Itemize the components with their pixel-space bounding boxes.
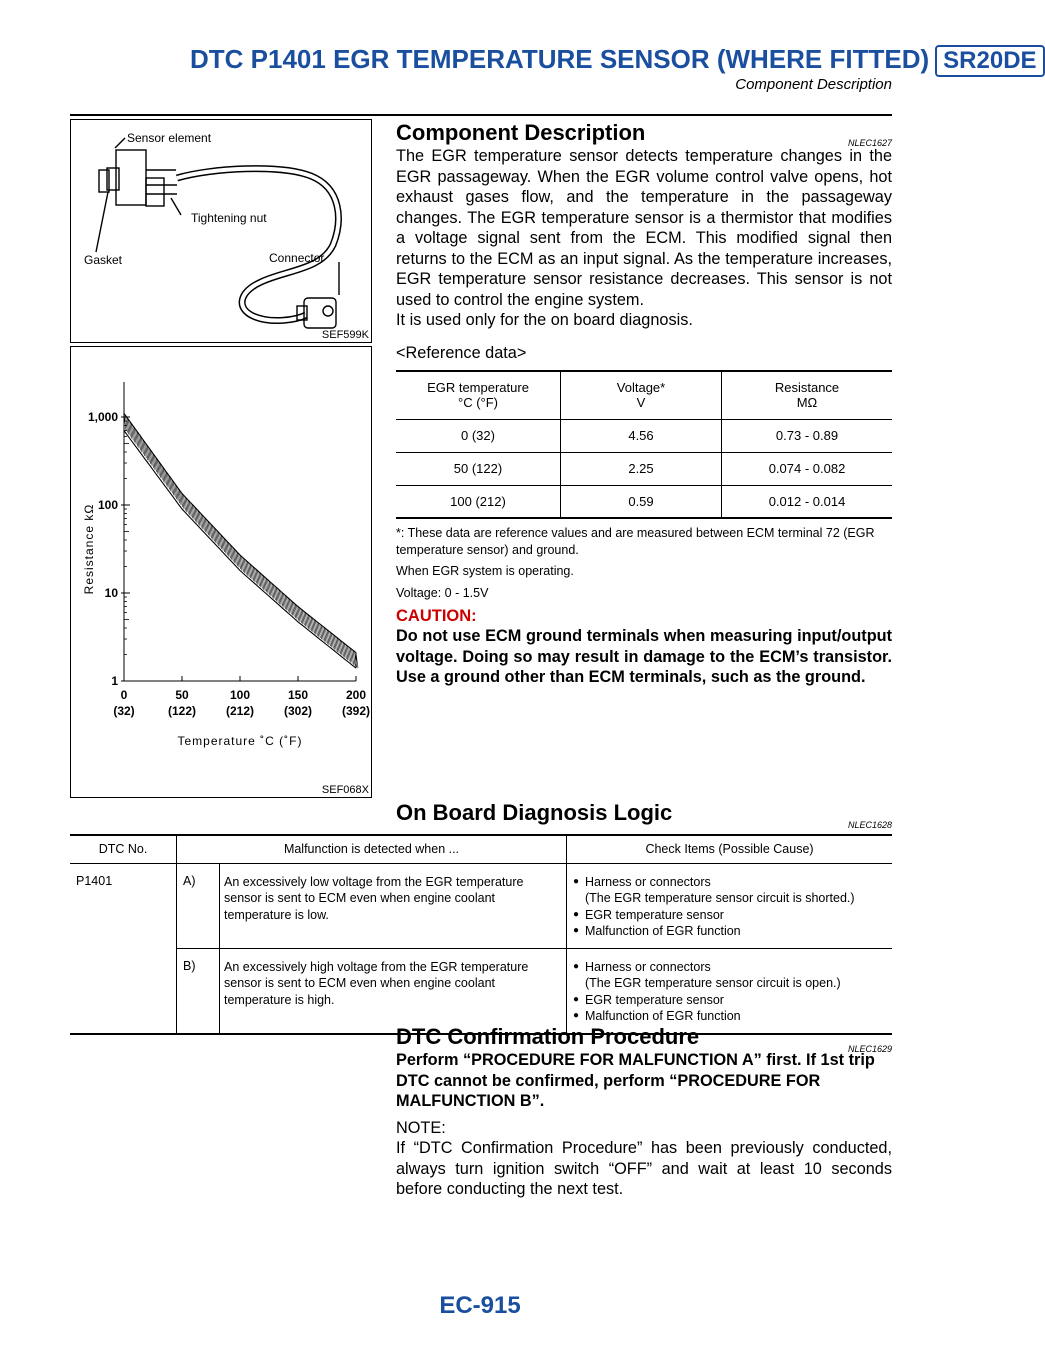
table-cell: 100 (212)	[450, 493, 506, 509]
list-item-detail: (The EGR temperature sensor circuit is shorted.)	[585, 891, 855, 905]
table-cell: 0 (32)	[461, 428, 495, 443]
figure-caption: SEF599K	[321, 329, 369, 341]
label-connector: Connector	[269, 251, 325, 265]
ref-header-text: Resistance	[774, 380, 840, 396]
table-row	[396, 485, 892, 518]
section-heading-dtc-confirmation: DTC Confirmation Procedure	[396, 1024, 700, 1049]
x-axis-title: Temperature ˚C (˚F)	[177, 734, 303, 748]
ref-header-unit: MΩ	[796, 395, 818, 411]
sensor-drawing	[71, 120, 371, 342]
section-code: NLEC1629	[847, 1044, 892, 1054]
component-paragraph: The EGR temperature sensor detects temperature changes in the EGR passageway. When the EGR volume control valve opens, hot exhaust gases flow, and the temperature in the passageway changes. The EGR temperature sensor is a thermistor that modifies a voltage signal sent from the ECM. This modified signal then returns to the ECM as an input signal. As the temperature increases, EGR temperature sensor resistance decreases. This sensor is not used to control the engine system.	[396, 147, 892, 309]
table-cell: 0.012 - 0.014	[722, 485, 893, 518]
section-code: NLEC1628	[847, 820, 892, 830]
x-tick-label: 150	[287, 688, 309, 702]
ref-header-text: EGR temperature	[427, 380, 529, 396]
y-tick-label: 1,000	[87, 410, 118, 424]
ref-header-unit: °C (°F)	[458, 395, 498, 411]
table-row	[396, 419, 892, 452]
obd-check-items	[567, 948, 893, 1034]
ref-header-unit: V	[636, 395, 646, 411]
engine-badge: SR20DE	[935, 45, 1044, 77]
list-item: ● EGR temperature sensor	[573, 992, 886, 1009]
header-rule	[70, 114, 892, 116]
component-description-text	[396, 146, 892, 331]
component-paragraph-2: It is used only for the on board diagnosis.	[396, 311, 693, 329]
table-cell: 0.074 - 0.082	[722, 452, 893, 485]
table-cell: 2.25	[561, 452, 722, 485]
ref-header-resistance	[722, 371, 893, 419]
table-row	[396, 452, 892, 485]
x-tick-label-secondary: (302)	[283, 704, 313, 718]
ref-header-temp	[396, 371, 561, 419]
resistance-chart-figure	[70, 346, 372, 798]
list-item: ● Malfunction of EGR function	[573, 1008, 886, 1025]
obd-row-id: A)	[177, 863, 220, 948]
table-cell: 50 (122)	[453, 461, 503, 476]
reference-title: <Reference data>	[396, 344, 527, 362]
obd-check-items	[567, 863, 893, 948]
figure-caption: SEF068X	[321, 784, 369, 796]
obd-row-id: B)	[177, 948, 220, 1034]
obd-malfunction-text: An excessively high voltage from the EGR temperature sensor is sent to ECM even when engine coolant temperature is high.	[220, 948, 567, 1034]
obd-header-check: Check Items (Possible Cause)	[567, 835, 893, 863]
caution-text: Do not use ECM ground terminals when measuring input/output voltage. Doing so may result in damage to the ECM’s transistor. Use a ground other than ECM terminals, such as the ground.	[396, 627, 892, 686]
page-number: EC-915	[439, 1292, 521, 1319]
note-label: NOTE:	[396, 1118, 446, 1137]
note-text: If “DTC Confirmation Procedure” has been previously conducted, always turn ignition switch “OFF” and wait at least 10 seconds before conducting the next test.	[396, 1139, 892, 1198]
label-sensor-element: Sensor element	[127, 131, 212, 145]
list-item: ● EGR temperature sensor	[573, 907, 886, 924]
page-header-subtitle: Component Description	[735, 76, 892, 93]
y-tick-label: 100	[97, 498, 118, 512]
reference-note: *: These data are reference values and are measured between ECM terminal 72 (EGR temperature sensor) and ground.	[396, 526, 875, 557]
list-item: ● Harness or connectors	[573, 959, 886, 976]
band-upper-line	[124, 413, 356, 652]
reference-note: Voltage: 0 - 1.5V	[396, 585, 489, 600]
x-tick-label: 200	[345, 688, 367, 702]
table-cell: 4.56	[561, 419, 722, 452]
x-tick-label: 0	[120, 688, 128, 702]
x-tick-label: 50	[175, 688, 189, 702]
table-cell: 0.59	[561, 485, 722, 518]
obd-dtc-number: P1401	[76, 873, 113, 888]
x-tick-label-secondary: (212)	[225, 704, 255, 718]
list-item: ● Malfunction of EGR function	[573, 923, 886, 940]
obd-header-dtc: DTC No.	[98, 842, 148, 857]
table-row	[70, 948, 892, 1034]
label-tightening-nut: Tightening nut	[191, 211, 267, 225]
table-row	[70, 863, 892, 948]
ref-header-text: Voltage*	[616, 380, 666, 396]
label-gasket: Gasket	[84, 253, 123, 267]
section-code: NLEC1627	[847, 138, 892, 148]
x-tick-label-secondary: (122)	[167, 704, 197, 718]
reference-table	[396, 370, 892, 519]
ref-header-voltage	[561, 371, 722, 419]
list-item: ● Harness or connectors	[573, 874, 886, 891]
header-title-text: DTC P1401 EGR TEMPERATURE SENSOR (WHERE FITTED)	[190, 44, 930, 74]
section-heading-obd: On Board Diagnosis Logic	[396, 800, 673, 825]
obd-header-malfunction: Malfunction is detected when ...	[177, 835, 567, 863]
obd-malfunction-text: An excessively low voltage from the EGR temperature sensor is sent to ECM even when engine coolant temperature is low.	[220, 863, 567, 948]
x-tick-label-secondary: (32)	[113, 704, 135, 718]
x-tick-label: 100	[229, 688, 251, 702]
resistance-chart	[71, 347, 371, 797]
page-header-title	[190, 44, 1037, 77]
caution-title: CAUTION:	[396, 607, 477, 625]
dtc-confirmation-instruction: Perform “PROCEDURE FOR MALFUNCTION A” first. If 1st trip DTC cannot be confirmed, perform “PROCEDURE FOR MALFUNCTION B”.	[396, 1051, 875, 1110]
list-item-detail: (The EGR temperature sensor circuit is open.)	[585, 976, 841, 990]
y-tick-label: 1	[111, 674, 118, 688]
y-axis-title: Resistance kΩ	[82, 503, 96, 595]
band-lower-line	[124, 431, 356, 668]
x-tick-label-secondary: (392)	[341, 704, 371, 718]
table-cell: 0.73 - 0.89	[722, 419, 893, 452]
sensor-illustration	[70, 119, 372, 343]
y-tick-label: 10	[104, 586, 118, 600]
reference-note: When EGR system is operating.	[396, 564, 574, 578]
section-heading-component: Component Description	[396, 120, 646, 145]
obd-logic-table	[70, 834, 892, 1035]
